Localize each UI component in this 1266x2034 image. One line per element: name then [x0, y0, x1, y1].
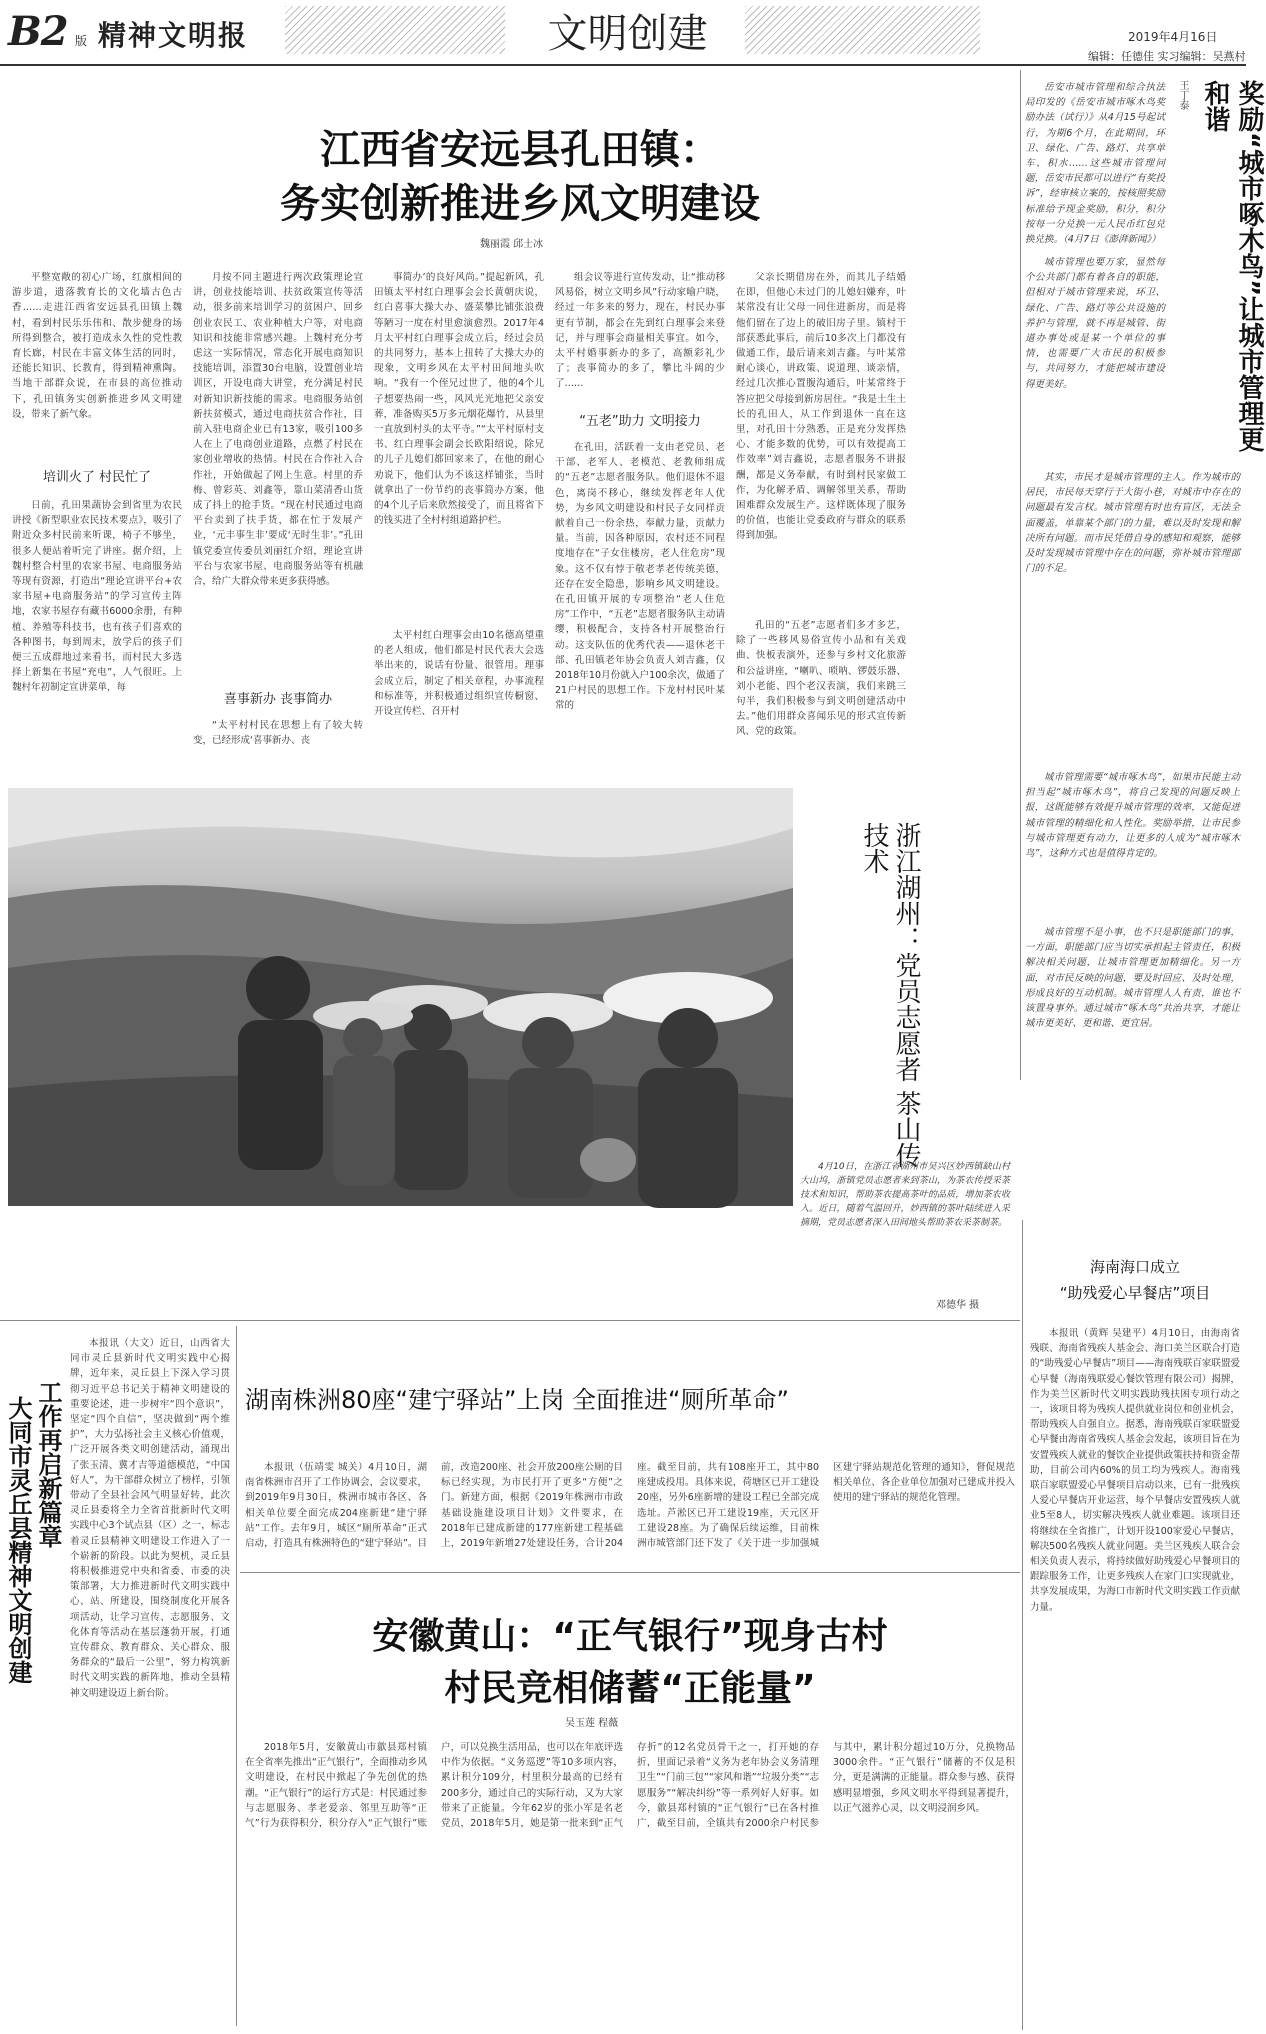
sidebar-title: 奖励“城市啄木鸟”让城市管理更和谐 — [1200, 80, 1264, 453]
article1-col5: 父亲长期借房在外，而其儿子结婚在即，但他心未过门的儿媳妇嫌弃，叶某常没有让父母一同住进新房，而是将他们留在了边上的破旧房子里。镇村干部获悉此事后，前后10多次上门都没有做通工作，最后请来刘吉鑫。与叶某常耐心谈心，讲政策、说道理、谈亲情，经过几次推心置腹沟通后，叶某常终于答应把父母接到新房居住。“我是土生土长的孔田人，从工作到退休一直在这里，对孔田十分熟悉，正是充分发挥热心、才能多数的优势，可以有效提高工作效率”刘吉鑫说，志愿者服务不讲报酬，都是义务奉献，有时到村民家做工作，为化解矛盾、调解邻里关系，帮助困难群众发展生产。这样既体现了服务的价值，也能让党委政府与群众的联系得到加强。 — [736, 272, 906, 542]
zhuzhou-body: 本报讯（伍靖雯 城关）4月10日，湖南省株洲市召开了工作协调会，会议要求，到2019年9月30日，株洲市城市各区、各相关单位要全面完成204座新建“建宁驿站”工作。去年9月，城区“厕所革命”正式启动，打造具有株洲特色的“建宁驿站”。目前，改造200座、社会开放200座公厕的目标已经实现，为市民打开了更多“方便”之门。新建方面，根据《2019年株洲市市政基础设施建设项目计划》文件要求，在2018年已建成新建的177座新建工程基础上，2019年新增27处建设任务，合计204座。截至目前，共有108座开工，其中80座建成投用。具体来说，荷塘区已开工建设20座，另外6座新增的建设工程已全部完成选址。芦淞区已开工建设19座，天元区开工建设28座。为了确保后续运维，目前株洲市城管部门还下发了《关于进一步加强城区建宁驿站规范化管理的通知》，督促规范相关单位、各企业单位加强对已建成并投入使用的建宁驿站的规范化管理。 — [245, 1462, 1015, 1550]
page-code: B2 — [8, 8, 68, 55]
article1-col5b: 孔田的“五老”志愿者们多才多艺，除了一些移风易俗宣传小品和有关戏曲、快板表演外，还参与乡村文化旅游和公益讲座，“喇叭、唢呐、锣鼓乐器、刘小老能、四个老汉表演，我们来跳三句半，我们积极参与到文明创建活动中去。”他们用群众喜闻乐见的形式宣传新风、党的政策。 — [736, 620, 906, 738]
article1-col4b: 在孔田，活跃着一支由老党员、老干部、老军人、老模范、老教师组成的“五老”志愿者服务队。他们退休不退色，离岗不移心，继续发挥老年人优势，为乡风文明建设和村民子女同样贡献着自己一份余热，奉献力量，贡献力量。当前，因各种原因，农村还不同程度地存在“子女住楼房，老人住危房”现象。这不仅有悖于敬老孝老传统美德，还存在安全隐患，影响乡风文明建设。在孔田镇开展的专项整治“老人住危房”工作中，“五老”志愿者服务队主动请缨，积极配合，支持各村开展整治行动。这支队伍的优秀代表——退休老干部、孔田镇老年协会负责人刘吉鑫，仅2018年10月份就入户100余次，做通了21户村民的思想工作。下龙村村民叶某常的 — [555, 442, 725, 712]
masthead-hatch-left — [285, 6, 505, 54]
article1-byline: 魏丽霞 邱士冰 — [480, 239, 544, 250]
article1-col1: 平整宽敞的初心广场，红旗相间的游步道，遗落教育长的文化墙古色古香……走进江西省安远县孔田镇上魏村，看到村民乐乐伟和、散步健身的场所得到整合，被打造成永久性的党性教育长廊，村民在丰富文体生活的同时，还能长知识、长教育，得到精神熏陶。当地干部群众说，在市县的高位推动下，孔田镇务实创新推进乡风文明建设，带来了新气象。 — [12, 272, 182, 420]
photo-caption: 4月10日，在浙江省湖州市吴兴区妙西镇缺山村大山坞，浙镇党员志愿者来到茶山，为茶农传授采茶技术和知识，帮助茶农提高茶叶的品质，增加茶农收入。近日，随着气温回升，妙西镇的茶叶陆续进入采摘期，党员志愿者深入田间地头帮助茶农采茶制茶。 — [800, 1162, 1010, 1228]
haikou-divider — [1022, 1220, 1023, 2030]
tea-hill-photo — [8, 788, 793, 1206]
datong-title2: 工作再启新篇章 — [34, 1380, 62, 1548]
sidebar-p1: 岳安市城市管理和综合执法局印发的《岳安市城市啄木鸟奖励办法（试行）》从4月15号起试行，为期6个月，在此期间，环卫、绿化、广告、路灯、共享单车、积水……这些城市管理问题，岳安市民都可以进行“有奖投诉”，经审核立案的，按核照奖励标准给予现金奖励，积分，积分按每一分兑换一元人民币红包兑换兑换。（4月7日《澎湃新闻》） — [1025, 82, 1165, 246]
article1-subhead-1: 培训火了 村民忙了 — [42, 470, 152, 485]
huangshan-title-line2: 村民竞相储蓄“正能量” — [444, 1668, 816, 1709]
huangshan-byline: 吴玉莲 程薇 — [565, 1718, 619, 1729]
paper-name: 精神文明报 — [98, 19, 249, 52]
sidebar-p4: 城市管理需要“城市啄木鸟”，如果市民能主动担当起“城市啄木鸟”，将自己发现的问题反映上报，这既能够有效提升城市管理的效率，又能促进城市管理的精细化和人性化。奖励举措，让市民参与城市管理更有动力，让更多的人成为“城市啄木鸟”，这种方式也是值得肯定的。 — [1025, 772, 1240, 860]
datong-title: 大同市灵丘县精神文明创建 — [4, 1396, 32, 1684]
sidebar-p3: 其实，市民才是城市管理的主人。作为城市的居民，市民每天穿行于大街小巷，对城市中存在的问题最有发言权。城市管理有时也有盲区，无法全面覆盖，单靠某个部门的力量，难以及时发现和解决所有问题。而市民凭借自身的感知和观察，能够及时发现城市管理中存在的问题，弥补城市管理部门的不足。 — [1025, 472, 1240, 575]
sidebar-p5: 城市管理不是小事，也不只是职能部门的事，一方面，职能部门应当切实承担起主管责任，积极解决相关问题，让城市管理更加精细化。另一方面，对市民反映的问题，要及时回应、及时处理，形成良好的互动机制。城市管理人人有责，谁也不该置身事外。通过城市“啄木鸟”共治共享，才能让城市更美好、更和谐、更宜居。 — [1025, 927, 1240, 1030]
sidebar-p2: 城市管理也要万家，显然每个公共部门都有着各自的职能，但相对于城市管理来说，环卫、绿化、广告、路灯等公共设施的养护与管理，就不再是城管、街道办事处或是某一个单位的事情，也需要广大市民的积极参与，共同努力，才能把城市建设得更美好。 — [1025, 257, 1165, 390]
article1-title-line2: 务实创新推进乡风文明建设 — [280, 181, 760, 227]
masthead-rule — [0, 64, 1246, 66]
zhuzhou-title: 湖南株洲80座“建宁驿站”上岗 全面推进“厕所革命” — [245, 1386, 789, 1414]
article1-col2: 月按不同主题进行两次政策理论宣讲，创业技能培训、扶贫政策宣传等活动，很多前来培训学习的贫困户、回乡创业农民工、农业种植大户等，对电商知识和技能非常感兴趣。上魏村充分考虑这一实际情况，常态化开展电商知识技能培训，添置30台电脑，设置创业培训区，开设电商大讲堂，充分满足村民对新知识新技能的需求。电商服务站创新扶贫模式，通过电商扶贫合作社，目前入驻电商企业已有13家，吸引100多人在上了电商创业道路，点燃了村民在家创业增收的热情。村民在合作社入合作社，开始做起了网上生意。村里的乔梅、曾彩英、刘鑫等，靠山菜清香山货成了抖上的抢手货。“现在村民通过电商平台卖到了扶手货，都在忙于发展产业，‘元丰事生非’要成‘无时生非’。”孔田镇党委宣传委员刘丽红介绍，理论宣讲平台与农家书屋、电商服务站等有机融合，给广大群众带来更多获得感。 — [193, 272, 363, 588]
article1-col4: 组会议等进行宣传发动，让“推动移风易俗，树立文明乡风”行动家喻户晓，经过一年多来的努力，现在，村民办事更有节制，都会在先到红白理事会来登记，并与理事会商量相关事宜。如今，太平村婚事新办的多了，高额彩礼少了；丧事简办的多了，攀比斗阔的少了…… — [555, 272, 725, 390]
photo-story-title: 浙江湖州：党员志愿者 茶山传技术 — [859, 822, 921, 1169]
editor-credits: 编辑：任德佳 实习编辑：吴燕村 — [1088, 50, 1246, 63]
haikou-title-line1: 海南海口成立 — [1089, 1258, 1180, 1276]
sidebar-author: 王丁泰 — [1177, 80, 1188, 110]
page-suffix: 版 — [75, 34, 88, 48]
zhuzhou-bottom-rule — [240, 1572, 1020, 1573]
photo-credit: 邓德华 摄 — [936, 1300, 980, 1311]
article1-col2b: “太平村村民在思想上有了较大转变，已经形成‘喜事新办、丧 — [193, 720, 363, 747]
datong-body: 本报讯（大文）近日，山西省大同市灵丘县新时代文明实践中心揭牌，近年来，灵丘县上下深入学习贯彻习近平总书记关于精神文明建设的重要论述，进一步树牢“四个意识”，坚定“四个自信”，坚决做到“两个维护”，大力弘扬社会主义核心价值观，广泛开展各类文明创建活动，涌现出了张玉清、冀才吉等道德模范，“中国好人”，为干部群众树立了榜样，引领带动了全县社会风气明显好转，此次灵丘县委将全力全省首批新时代文明实践中心3个试点县（区）之一，标志着灵丘县精神文明建设工作进入了一个崭新的阶段。以此为契机，灵丘县将积极推进党中央和省委、市委的决策部署，大力推进新时代文明实践中心、站、所建设，围绕制度化开展各项活动，让学习宣传、志愿服务、文化体育等活动在基层蓬勃开展，打通宣传群众、教育群众、关心群众、服务群众的“最后一公里”，努力构筑新时代文明实践的新阵地，推动全县精神文明建设迈上新台阶。 — [70, 1338, 230, 1699]
article1-col3b: 太平村红白理事会由10名德高望重的老人组成，他们都是村民代表大会选举出来的，说话有份量、很管用。理事会成立后，制定了相关章程，办事流程和标准等，并积极通过组织宣传橱窗、开设宣传栏、召开村 — [374, 630, 544, 718]
article1-col1b: 日前，孔田果蔬协会到省里为农民讲授《新型职业农民技术要点》，吸引了附近众多村民前来听课，椅子不够坐，很多人便站着听完了讲座。据介绍，上魏村整合村里的农家书屋、电商服务站等现有资源，打造出“理论宣讲平台+农家书屋+电商服务站”的学习宣传主阵地，农家书屋存有藏书6000余册，有种植、养殖等科技书，也有孩子们喜欢的各种图书，每到周末，放学后的孩子们便三五成群地过来看书，而村民大多选择上新集在书屋“充电”，人气很旺。上魏村年初制定宣讲菜单，每 — [12, 500, 182, 694]
huangshan-body: 2018年5月，安徽黄山市歙县郑村镇在全省率先推出“正气银行”，全面推动乡风文明建设，在村民中掀起了争先创优的热潮。“正气银行”的运行方式是：村民通过参与志愿服务、孝老爱亲、邻里互助等“正气”行为获得积分，积分存入“正气银行”账户，可以兑换生活用品，也可以在年底评选中作为依据。“义务巡逻”等10多项内容，累计积分109分，村里积分最高的已经有200多分，通过自己的实际行动，又为大家带来了正能量。今年62岁的张小军是名老党员，2018年5月，她是第一批来到“正气存折”的12名党员骨干之一，打开她的存折，里面记录着“义务为老年协会义务清理卫生”“门前三包”“家风和谐”“垃圾分类”“志愿服务”“解决纠纷”等一系列好人好事。如今，歙县郑村镇的“正气银行”已在各村推广，截至目前，全镇共有2000余户村民参与其中，累计积分超过10万分，兑换物品3000余件。“正气银行”储蓄的不仅是积分，更是满满的正能量。群众参与感、获得感明显增强，乡风文明水平得到显著提升，以正气滋养心灵，以文明浸润乡风。 — [245, 1742, 1015, 1830]
haikou-body: 本报讯（黄辉 吴建平）4月10日，由海南省残联、海南省残疾人基金会、海口美兰区联合打造的“助残爱心早餐店”项目——海南残联百家联盟爱心早餐（海南残联爱心餐饮管理有限公司）揭牌，作为美兰区新时代文明实践助残扶困专项行动之一，该项目将为残疾人提供就业岗位和创业机会，帮助残疾人自强自立。据悉，海南残联百家联盟爱心早餐由海南省残疾人基金会发起，该项目旨在为安置残疾人就业的餐饮企业提供政策扶持和资金帮助，目前公司内60%的员工均为残疾人。海南残联百家联盟爱心早餐项目启动以来，已有一批残疾人爱心早餐店开业运营，每个早餐店安置残疾人就业5至8人，切实解决残疾人就业难题。该项目还将继续在全省推广，计划开设100家爱心早餐店，解决500名残疾人就业问题。美兰区残疾人联合会相关负责人表示，将持续做好助残爱心早餐项目的跟踪服务工作，让更多残疾人在家门口实现就业，共享发展成果，为海口市新时代文明实践工作贡献力量。 — [1030, 1328, 1240, 1613]
huangshan-title-line1: 安徽黄山：“正气银行”现身古村 — [372, 1616, 888, 1657]
article1-title-line1: 江西省安远县孔田镇： — [320, 127, 720, 173]
datong-divider — [236, 1326, 237, 2026]
masthead-hatch-right — [745, 6, 980, 54]
article1-subhead-2: 喜事新办 丧事简办 — [223, 692, 333, 707]
article1-col3: 事简办’的良好风尚。”提起新风，孔田镇太平村红白理事会会长黄朝庆说，红白喜事大操大办、盛菜攀比铺张浪费等陋习一度在村里愈演愈烈。2017年4月太平村红白理事会成立后，经过会员的共同努力，基本上扭转了大操大办的现象，文明乡风在太平村田间地头吹响。“我有一个侄兄过世了，他的4个儿子想要热闹一些，风风光光地把父亲安葬，准备购买5万多元烟花爆竹，从县里一直放到村头的太平寺。”“太平村原村支书、红白理事会副会长欧阳绍说，除兄的儿子儿媳们都回家来了，在他的耐心劝说下，他们认为不该这样铺张，当时就拿出了一份节约的丧事简办方案，他的4个儿子后来欣然接受了，而且将省下的钱买进了全村村组道路护栏。 — [374, 272, 544, 527]
photo-bottom-rule — [0, 1320, 1020, 1321]
haikou-title-line2: “助残爱心早餐店”项目 — [1059, 1284, 1211, 1302]
sidebar-divider — [1020, 70, 1021, 1080]
article1-subhead-3: “五老”助力 文明接力 — [579, 414, 701, 429]
issue-date: 2019年4月16日 — [1128, 30, 1218, 44]
section-title: 文明创建 — [547, 11, 708, 57]
masthead — [0, 0, 1246, 66]
